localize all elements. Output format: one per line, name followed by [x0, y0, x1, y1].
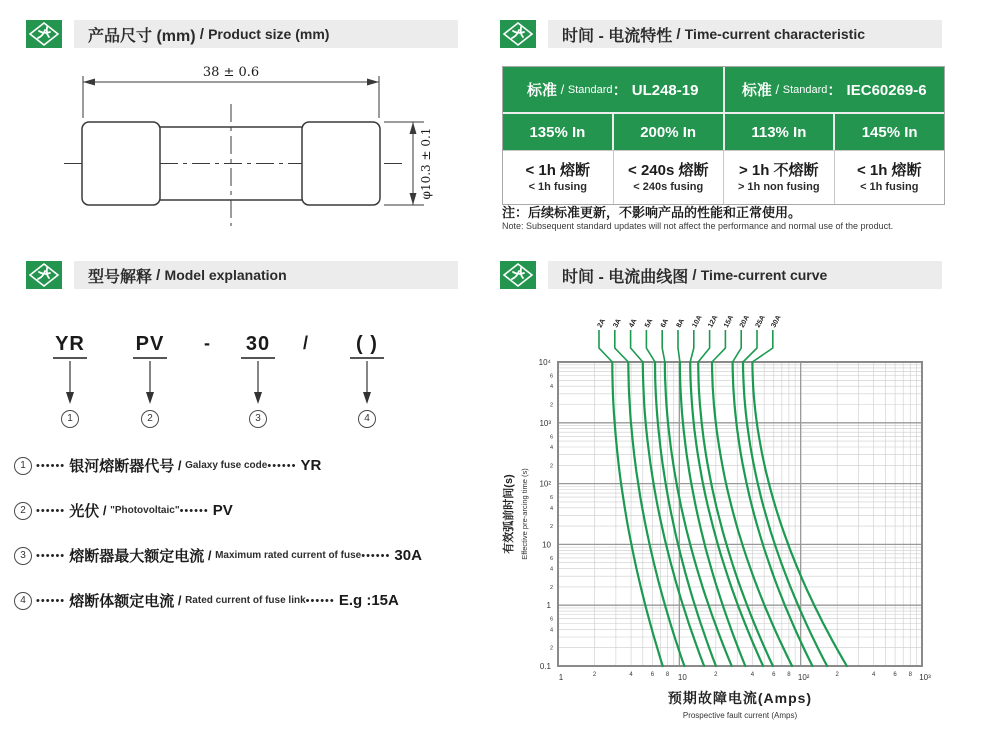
curve-leader-30A	[752, 330, 772, 362]
table-result-row	[503, 150, 944, 204]
circled-number: 3	[14, 547, 32, 565]
explanation-zh: 熔断器最大额定电流	[69, 548, 205, 565]
model-separator: /	[303, 333, 309, 353]
y-minor-tick-label: 4	[549, 566, 553, 573]
y-minor-tick-label: 4	[549, 444, 553, 451]
section-title-product-size	[74, 20, 458, 48]
model-part-code: YR	[55, 333, 85, 355]
x-minor-tick-label: 2	[592, 672, 597, 678]
brand-logo-icon	[500, 261, 536, 289]
curve-leader-25A	[743, 330, 757, 362]
curve-label-12A: 12A	[707, 314, 720, 329]
x-minor-tick-label: 2	[714, 672, 718, 678]
note-zh: 注：后续标准更新，不影响产品的性能和正常使用。	[502, 205, 802, 220]
explanation-value: YR	[300, 457, 322, 474]
x-axis-title-zh: 预期故障电流(Amps)	[667, 690, 813, 706]
explanation-zh: 银河熔断器代号	[69, 458, 175, 475]
model-explanation-item	[14, 590, 492, 611]
down-arrow-icon	[361, 359, 373, 405]
x-axis-title-en: Prospective fault current (Amps)	[682, 711, 798, 720]
diameter-dimension-label: φ10.3 ± 0.1	[419, 127, 433, 200]
section-title-zh: 型号解释	[88, 268, 153, 286]
down-arrow-icon	[144, 359, 156, 405]
model-part-code: 30	[245, 333, 271, 355]
model-part-number	[249, 408, 267, 428]
section-header-model-explanation	[26, 261, 458, 289]
explanation-zh: 光伏	[69, 503, 100, 520]
curve-leader-2A	[599, 330, 612, 362]
curve-leader-8A	[678, 330, 680, 362]
time-current-table	[502, 66, 945, 205]
standard-label-en: Standard	[782, 83, 828, 96]
curve-label-4A: 4A	[628, 317, 639, 329]
section-header-time-current-curve	[500, 261, 942, 289]
x-major-tick-label: 1	[558, 673, 564, 682]
leader-dots: ••••••	[267, 459, 301, 472]
result-zh: < 240s 熔断	[628, 162, 709, 179]
circled-number: 2	[14, 502, 32, 520]
standard-value: ： UL248-19	[612, 82, 699, 99]
curve-leader-10A	[690, 330, 694, 362]
x-minor-tick-label: 4	[872, 672, 876, 678]
x-minor-tick-label: 2	[835, 672, 839, 678]
y-minor-tick-label: 2	[549, 584, 553, 591]
curve-leader-3A	[615, 330, 629, 362]
x-minor-tick-label: 6	[893, 672, 897, 678]
circled-number: 1	[14, 457, 32, 475]
result-zh: < 1h 熔断	[856, 162, 922, 179]
y-minor-tick-label: 6	[549, 616, 553, 623]
y-major-tick-label: 10²	[539, 479, 551, 489]
curve-leader-15A	[712, 330, 725, 362]
y-minor-tick-label: 2	[549, 645, 553, 652]
x-major-tick-label: 10²	[797, 673, 810, 682]
title-separator: /	[152, 266, 165, 284]
y-minor-tick-label: 2	[549, 402, 553, 409]
circled-number: 4	[14, 592, 32, 610]
title-separator: /	[195, 25, 209, 43]
curve-label-15A: 15A	[722, 314, 736, 329]
result-zh: > 1h 不熔断	[738, 162, 819, 179]
circled-number: 2	[141, 410, 159, 428]
circled-number: 1	[61, 410, 79, 428]
model-code-diagram	[30, 333, 440, 451]
curve-5A	[655, 362, 716, 666]
curve-4A	[643, 362, 704, 666]
explanation-en: Rated current of fuse link	[185, 595, 306, 606]
brand-logo-icon	[26, 20, 62, 48]
result-en: < 1h fusing	[528, 181, 587, 193]
leader-dots: ••••••	[32, 594, 70, 607]
curve-label-6A: 6A	[659, 317, 671, 329]
fuse-right-cap	[302, 122, 380, 205]
explanation-value: PV	[212, 502, 233, 519]
section-header-time-current-characteristic	[500, 20, 942, 48]
curve-leader-5A	[646, 330, 655, 362]
model-part	[108, 333, 192, 428]
curve-label-25A: 25A	[754, 314, 767, 329]
circled-number: 4	[358, 410, 376, 428]
y-major-tick-label: 1	[546, 601, 551, 611]
y-minor-tick-label: 6	[549, 495, 553, 502]
time-current-curve-chart	[498, 298, 982, 734]
circled-number: 3	[249, 410, 267, 428]
explanation-en: Galaxy fuse code	[185, 460, 268, 471]
x-minor-tick-label: 8	[908, 672, 912, 678]
section-title-model-explanation	[74, 261, 458, 289]
standard-cell	[725, 67, 945, 112]
result-en: < 240s fusing	[633, 181, 704, 193]
explanation-en: "Photovoltaic"	[110, 505, 180, 516]
explanation-separator: /	[174, 458, 186, 473]
result-cell	[503, 150, 614, 204]
section-title-time-current-characteristic	[548, 20, 942, 48]
down-arrow-icon	[252, 359, 264, 405]
x-minor-tick-label: 6	[650, 672, 655, 678]
standard-cell	[503, 67, 725, 112]
result-cell	[835, 150, 945, 204]
percent-cell: 113% In	[725, 112, 836, 150]
explanation-zh: 熔断体额定电流	[69, 593, 175, 610]
section-title-zh: 时间 - 电流特性	[562, 27, 673, 45]
result-zh: < 1h 熔断	[525, 162, 591, 179]
curve-leader-12A	[698, 330, 709, 362]
section-title-en: Model explanation	[164, 267, 287, 283]
model-part	[28, 333, 112, 428]
result-en: > 1h non fusing	[737, 181, 820, 193]
explanation-separator: /	[174, 593, 186, 608]
model-part-code: ( )	[356, 333, 378, 355]
section-title-zh: 时间 - 电流曲线图	[562, 268, 689, 286]
model-part	[325, 333, 409, 428]
x-minor-tick-label: 4	[750, 672, 755, 678]
explanation-en: Maximum rated current of fuse	[215, 550, 362, 561]
curve-label-8A: 8A	[675, 317, 686, 329]
leader-dots: ••••••	[361, 549, 395, 562]
curve-label-5A: 5A	[643, 317, 655, 329]
result-cell	[724, 150, 835, 204]
fuse-left-cap	[82, 122, 160, 205]
model-part-number	[358, 408, 376, 428]
curve-label-2A: 2A	[596, 317, 607, 329]
standard-value: ： IEC60269-6	[827, 82, 927, 99]
y-minor-tick-label: 6	[549, 555, 553, 562]
y-minor-tick-label: 4	[549, 384, 553, 391]
y-major-tick-label: 10	[542, 540, 551, 550]
y-axis-title-en: Effective pre-arcing time (s)	[520, 468, 529, 560]
section-header-product-size	[26, 20, 458, 48]
title-separator: /	[688, 266, 701, 284]
y-minor-tick-label: 4	[549, 505, 553, 512]
x-minor-tick-label: 4	[629, 672, 633, 678]
down-arrow-icon	[64, 359, 76, 405]
x-major-tick-label: 10	[677, 673, 687, 682]
percent-cell: 135% In	[503, 112, 614, 150]
y-minor-tick-label: 2	[549, 463, 553, 470]
curve-leader-4A	[631, 330, 643, 362]
model-explanation-item	[14, 545, 492, 566]
table-standard-row	[503, 67, 944, 112]
table-note	[502, 205, 952, 232]
section-title-en: Product size (mm)	[208, 26, 330, 42]
explanation-separator: /	[99, 503, 111, 518]
y-minor-tick-label: 2	[549, 524, 553, 531]
section-title-zh: 产品尺寸 (mm)	[88, 27, 196, 45]
note-en: Note: Subsequent standard updates will not affect the performance and normal use of the product.	[502, 221, 894, 231]
section-title-en: Time-current curve	[700, 267, 828, 283]
model-separator: -	[204, 333, 210, 353]
y-minor-tick-label: 6	[549, 373, 553, 380]
curve-label-30A: 30A	[770, 314, 783, 329]
curve-label-20A: 20A	[738, 314, 751, 329]
standard-label-en: Standard	[567, 83, 613, 96]
length-dimension-label: 38 ± 0.6	[202, 65, 260, 80]
model-explanation-list	[14, 455, 492, 635]
x-minor-tick-label: 8	[787, 672, 791, 678]
x-minor-tick-label: 6	[772, 672, 776, 678]
model-part-code: PV	[135, 333, 165, 355]
curve-leader-6A	[662, 330, 665, 362]
x-major-tick-label: 10³	[919, 673, 931, 682]
result-en: < 1h fusing	[860, 181, 919, 193]
percent-cell: 145% In	[835, 112, 944, 150]
model-part	[216, 333, 300, 428]
y-axis-title-zh: 有效弧前时间(s)	[503, 474, 515, 554]
standard-separator: /	[557, 82, 568, 97]
percent-cell: 200% In	[614, 112, 725, 150]
model-part-number	[141, 408, 159, 428]
standard-label-zh: 标准	[527, 82, 558, 99]
explanation-value: 30A	[394, 547, 422, 564]
section-title-time-current-curve	[548, 261, 942, 289]
y-minor-tick-label: 6	[549, 434, 553, 441]
leader-dots: ••••••	[32, 549, 70, 562]
brand-logo-icon	[26, 261, 62, 289]
table-percent-row	[503, 112, 944, 150]
brand-logo-icon	[500, 20, 536, 48]
fuse-dimension-drawing	[10, 50, 460, 242]
leader-dots: ••••••	[32, 459, 70, 472]
y-major-tick-label: 0.1	[539, 662, 551, 671]
curve-leader-20A	[733, 330, 742, 362]
model-part-number	[61, 408, 79, 428]
curve-label-3A: 3A	[612, 317, 623, 329]
leader-dots: ••••••	[32, 504, 70, 517]
curve-2A	[612, 362, 662, 666]
model-explanation-item	[14, 455, 492, 476]
leader-dots: ••••••	[179, 504, 213, 517]
result-cell	[614, 150, 725, 204]
title-separator: /	[672, 25, 685, 43]
section-title-en: Time-current characteristic	[684, 26, 866, 42]
y-major-tick-label: 10⁴	[538, 358, 551, 367]
y-major-tick-label: 10³	[539, 418, 551, 428]
y-minor-tick-label: 4	[549, 627, 553, 634]
model-explanation-item	[14, 500, 492, 521]
standard-separator: /	[771, 82, 783, 97]
x-minor-tick-label: 8	[665, 672, 670, 678]
leader-dots: ••••••	[305, 594, 339, 607]
explanation-value: E.g :15A	[338, 592, 399, 609]
standard-label-zh: 标准	[741, 82, 772, 99]
curve-label-10A: 10A	[691, 314, 704, 329]
explanation-separator: /	[204, 548, 216, 563]
